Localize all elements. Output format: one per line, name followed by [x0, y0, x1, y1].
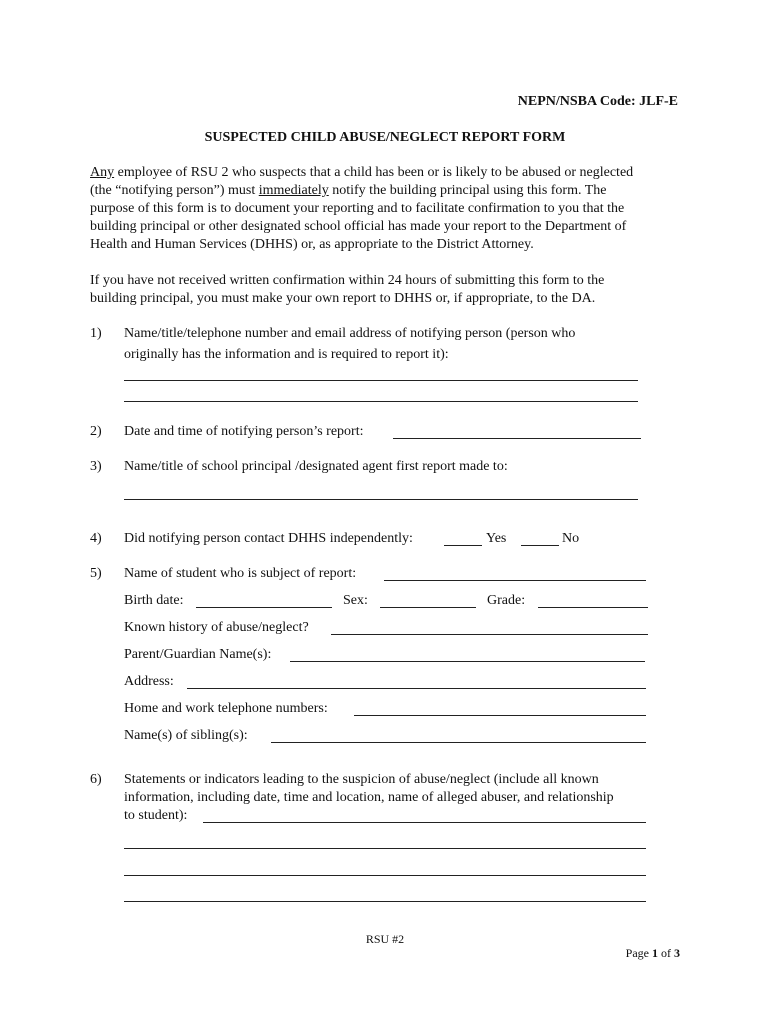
statements-field-4[interactable] — [124, 901, 646, 902]
address-field[interactable] — [187, 688, 646, 689]
birth-date-field[interactable] — [196, 607, 332, 608]
nepn-code: NEPN/NSBA Code: JLF-E — [517, 94, 678, 109]
intro-paragraph: Any employee of RSU 2 who suspects that a child has been or is likely to be abused or neglected (the “notifying person”) must immediately notify the building principal using this form. The purpose of this form is to document your reporting and to facilitate confirmation to you that the building principal or other designated school official has made your report to the Department of Health and Human Services (DHHS) or, as appropriate to the District Attorney. — [90, 165, 634, 252]
statements-field-1[interactable] — [203, 822, 646, 823]
dhhs-no-label: No — [562, 531, 580, 546]
statements-label-line3: to student): — [124, 808, 188, 823]
item-3-number: 3) — [90, 459, 102, 474]
birth-date-label: Birth date: — [124, 593, 184, 608]
dhhs-yes-label: Yes — [486, 531, 507, 546]
confirmation-paragraph: If you have not received written confirmation within 24 hours of submitting this form to the building principal, you must make your own report to DHHS or, if appropriate, to the DA. — [90, 273, 605, 306]
item-1-label-line2: originally has the information and is required to report it): — [124, 347, 449, 362]
sex-label: Sex: — [343, 593, 368, 608]
item-4-number: 4) — [90, 531, 102, 546]
item-2-number: 2) — [90, 424, 102, 439]
dhhs-no-field[interactable] — [521, 545, 559, 546]
report-datetime-field[interactable] — [393, 438, 641, 439]
address-label: Address: — [124, 674, 174, 689]
siblings-label: Name(s) of sibling(s): — [124, 728, 248, 743]
principal-field[interactable] — [124, 499, 638, 500]
page-number: Page 1 of 3 — [625, 946, 680, 960]
phones-label: Home and work telephone numbers: — [124, 701, 328, 716]
report-datetime-label: Date and time of notifying person’s report: — [124, 424, 364, 439]
grade-field[interactable] — [538, 607, 648, 608]
footer-rsu: RSU #2 — [365, 932, 405, 946]
item-5-number: 5) — [90, 566, 102, 581]
sex-field[interactable] — [380, 607, 476, 608]
statements-field-3[interactable] — [124, 875, 646, 876]
immediately-emphasis: immediately — [258, 183, 329, 198]
principal-label: Name/title of school principal /designated agent first report made to: — [124, 459, 508, 474]
student-name-field[interactable] — [384, 580, 646, 581]
item-1-label-line1: Name/title/telephone number and email address of notifying person (person who — [124, 326, 576, 341]
item-6-number: 6) — [90, 772, 102, 787]
any-emphasis: Any — [90, 165, 115, 180]
item-1-number: 1) — [90, 326, 102, 341]
notifying-person-line-2[interactable] — [124, 401, 638, 402]
siblings-field[interactable] — [271, 742, 646, 743]
dhhs-contact-label: Did notifying person contact DHHS independently: — [124, 531, 413, 546]
parent-label: Parent/Guardian Name(s): — [124, 647, 272, 662]
notifying-person-line-1[interactable] — [124, 380, 638, 381]
phones-field[interactable] — [354, 715, 646, 716]
parent-field[interactable] — [290, 661, 645, 662]
history-label: Known history of abuse/neglect? — [124, 620, 309, 635]
statements-label-line1: Statements or indicators leading to the suspicion of abuse/neglect (include all known — [124, 772, 599, 787]
student-name-label: Name of student who is subject of report: — [124, 566, 357, 581]
statements-label-line2: information, including date, time and location, name of alleged abuser, and relationship — [124, 790, 614, 805]
history-field[interactable] — [331, 634, 648, 635]
statements-field-2[interactable] — [124, 848, 646, 849]
grade-label: Grade: — [487, 593, 526, 608]
dhhs-yes-field[interactable] — [444, 545, 482, 546]
form-title: SUSPECTED CHILD ABUSE/NEGLECT REPORT FORM — [204, 130, 566, 145]
